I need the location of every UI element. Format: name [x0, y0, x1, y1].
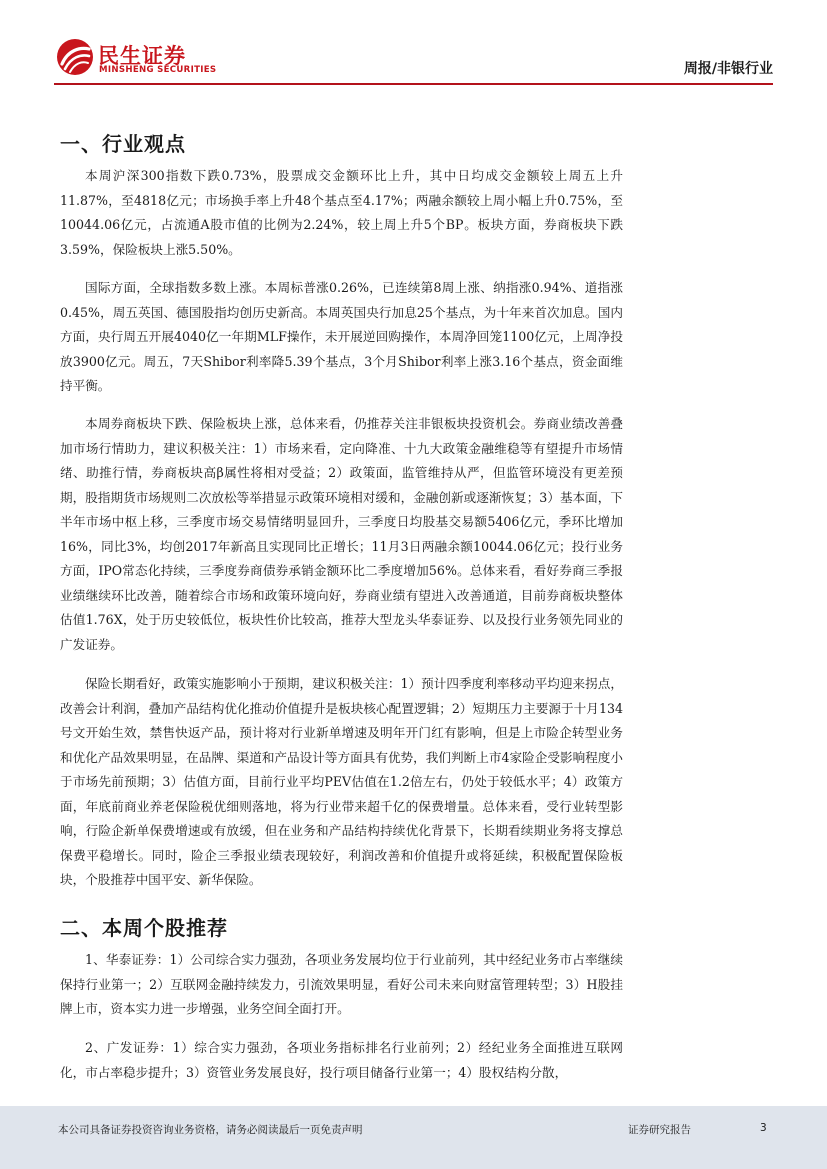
logo-english-name: MINSHENG SECURITIES [99, 65, 217, 75]
paragraph-huatai: 1、华泰证券：1）公司综合实力强劲，各项业务发展均位于行业前列，其中经纪业务市占率继续保持行业第一；2）互联网金融持续发力，引流效果明显，看好公司未来向财富管理转型；3）H股挂牌上市，资本实力进一步增强，业务空间全面打开。 [60, 952, 623, 1016]
page-header [0, 0, 827, 86]
logo-chinese-name: 民生证券 [98, 44, 186, 68]
report-type: 周报/非银行业 [683, 61, 773, 77]
header-divider [54, 83, 773, 85]
section-title-stock-picks: 二、本周个股推荐 [60, 916, 228, 940]
minsheng-logo-icon [56, 38, 94, 76]
page-number: 3 [760, 1122, 767, 1134]
paragraph-international: 国际方面，全球指数多数上涨。本周标普涨0.26%，已连续第8周上涨、纳指涨0.94%、道指涨0.45%，周五英国、德国股指均创历史新高。本周英国央行加息25个基点，为十年来首次加息。国内方面，央行周五开展4040亿一年期MLF操作，未开展逆回购操作，本周净回笼1100亿元，上周净投放3900亿元。周五，7天Shibor利率降5.39个基点，3个月Shibor利率上涨3.16个基点，资金面维持平衡。 [60, 280, 623, 393]
footer-disclaimer: 本公司具备证券投资咨询业务资格，请务必阅读最后一页免责声明 [58, 1124, 363, 1136]
brand-logo [56, 38, 226, 78]
footer-report-label: 证券研究报告 [628, 1124, 691, 1136]
paragraph-market-summary: 本周沪深300指数下跌0.73%，股票成交金额环比上升，其中日均成交金额较上周五上升11.87%，至4818亿元；市场换手率上升48个基点至4.17%；两融余额较上周小幅上升0.75%，至10044.06亿元，占流通A股市值的比例为2.24%，较上周上升5个BP。板块方面，券商板块下跌3.59%，保险板块上涨5.50%。 [60, 168, 623, 257]
section-title-industry-view: 一、行业观点 [60, 132, 186, 156]
paragraph-brokerage: 本周券商板块下跌、保险板块上涨，总体来看，仍推荐关注非银板块投资机会。券商业绩改善叠加市场行情助力，建议积极关注：1）市场来看，定向降准、十九大政策金融维稳等有望提升市场情绪、助推行情，券商板块高β属性将相对受益；2）政策面，监管维持从严，但监管环境没有更差预期，股指期货市场规则二次放松等举措显示政策环境相对缓和，金融创新或逐渐恢复；3）基本面，下半年市场中枢上移，三季度市场交易情绪明显回升，三季度日均股基交易额5406亿元，季环比增加16%，同比3%，均创2017年新高且实现同比正增长；11月3日两融余额10044.06亿元；投行业务方面，IPO常态化持续，三季度券商债券承销金额环比二季度增加56%。总体来看，看好券商三季报业绩继续环比改善，随着综合市场和政策环境向好，券商业绩有望进入改善通道，目前券商板块整体估值1.76X，处于历史较低位，板块性价比较高，推荐大型龙头华泰证券、以及投行业务领先同业的广发证券。 [60, 416, 623, 652]
paragraph-gf-securities: 2、广发证券：1）综合实力强劲，各项业务指标排名行业前列；2）经纪业务全面推进互联网化，市占率稳步提升；3）资管业务发展良好，投行项目储备行业第一；4）股权结构分散， [60, 1040, 623, 1080]
paragraph-insurance: 保险长期看好，政策实施影响小于预期，建议积极关注：1）预计四季度利率移动平均迎来拐点，改善会计利润，叠加产品结构优化推动价值提升是板块核心配置逻辑；2）短期压力主要源于十月134号文开始生效，禁售快返产品，预计将对行业新单增速及明年开门红有影响，但是上市险企转型业务和优化产品效果明显，在品牌、渠道和产品设计等方面具有优势，我们判断上市4家险企受影响程度小于市场先前预期；3）估值方面，目前行业平均PEV估值在1.2倍左右，仍处于较低水平；4）政策方面，年底前商业养老保险税优细则落地，将为行业带来超千亿的保费增量。总体来看，受行业转型影响，行险企新单保费增速或有放缓，但在业务和产品结构持续优化背景下，长期看续期业务将支撑总保费平稳增长。同时，险企三季报业绩表现较好，利润改善和价值提升或将延续，积极配置保险板块，个股推荐中国平安、新华保险。 [60, 676, 623, 887]
page-footer [0, 1106, 827, 1169]
